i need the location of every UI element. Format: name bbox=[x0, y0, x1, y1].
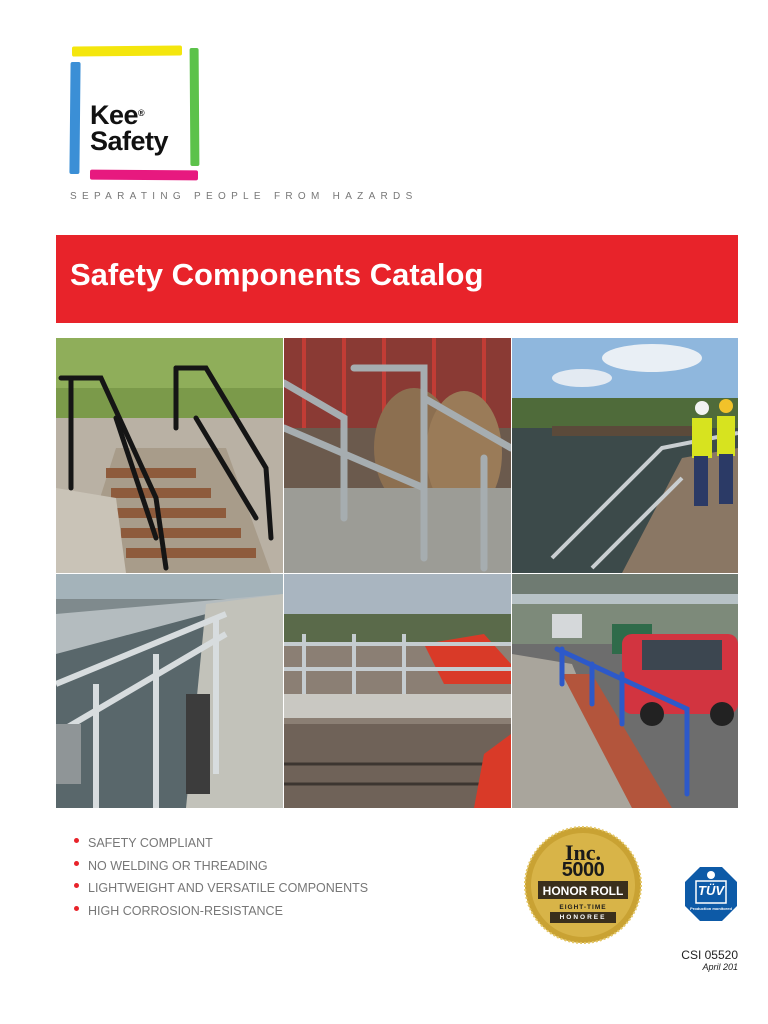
logo-blue-bar bbox=[69, 62, 80, 174]
logo-magenta-bar bbox=[90, 170, 198, 181]
feature-text: LIGHTWEIGHT AND VERSATILE COMPONENTS bbox=[88, 881, 369, 895]
photo-car-park-guardrail bbox=[512, 574, 738, 808]
logo-word-safety: Safety bbox=[90, 126, 169, 156]
inc-honor-roll: HONOR ROLL bbox=[542, 884, 624, 898]
feature-item bbox=[74, 859, 368, 882]
feature-item bbox=[74, 836, 368, 859]
feature-item bbox=[74, 904, 368, 927]
tuv-certification-badge bbox=[684, 866, 738, 922]
feature-text: NO WELDING OR THREADING bbox=[88, 858, 268, 873]
inc-eight-time: EIGHT-TIME bbox=[559, 904, 607, 911]
tuv-label: TÜV bbox=[698, 883, 724, 898]
feature-list bbox=[74, 836, 368, 926]
bullet-icon bbox=[74, 861, 79, 866]
inc-label: Inc. bbox=[564, 840, 602, 865]
photo-river-walkway bbox=[512, 338, 738, 573]
document-code-block bbox=[681, 948, 738, 972]
document-date: April 201 bbox=[702, 962, 738, 972]
photo-water-treatment-walkway bbox=[56, 574, 283, 808]
kee-safety-logo bbox=[70, 46, 202, 180]
inc-number: 5000 bbox=[561, 859, 605, 881]
catalog-title: Safety Components Catalog bbox=[70, 257, 484, 292]
tuv-sublabel: Production monitored bbox=[690, 906, 732, 911]
feature-text: HIGH CORROSION-RESISTANCE bbox=[88, 903, 283, 918]
logo-green-bar bbox=[190, 48, 200, 166]
inc-honoree: HONOREE bbox=[559, 914, 607, 921]
photo-grid bbox=[56, 338, 738, 808]
inc-5000-badge bbox=[524, 826, 642, 944]
tagline: SEPARATING PEOPLE FROM HAZARDS bbox=[70, 191, 418, 202]
logo-yellow-bar bbox=[72, 45, 182, 56]
bullet-icon bbox=[74, 906, 79, 911]
feature-item bbox=[74, 881, 368, 904]
title-banner bbox=[56, 235, 738, 323]
photo-railway-guardrail bbox=[284, 574, 511, 808]
feature-text: SAFETY COMPLIANT bbox=[88, 836, 213, 850]
logo-wordmark bbox=[90, 102, 168, 154]
photo-stair-handrails bbox=[56, 338, 283, 573]
document-code: CSI 05520 bbox=[681, 948, 738, 962]
logo-registered-mark: ® bbox=[138, 108, 145, 118]
bullet-icon bbox=[74, 883, 79, 888]
bullet-icon bbox=[74, 838, 79, 843]
photo-cable-reel-guardrail bbox=[284, 338, 511, 573]
logo-word-kee: Kee bbox=[90, 100, 139, 130]
